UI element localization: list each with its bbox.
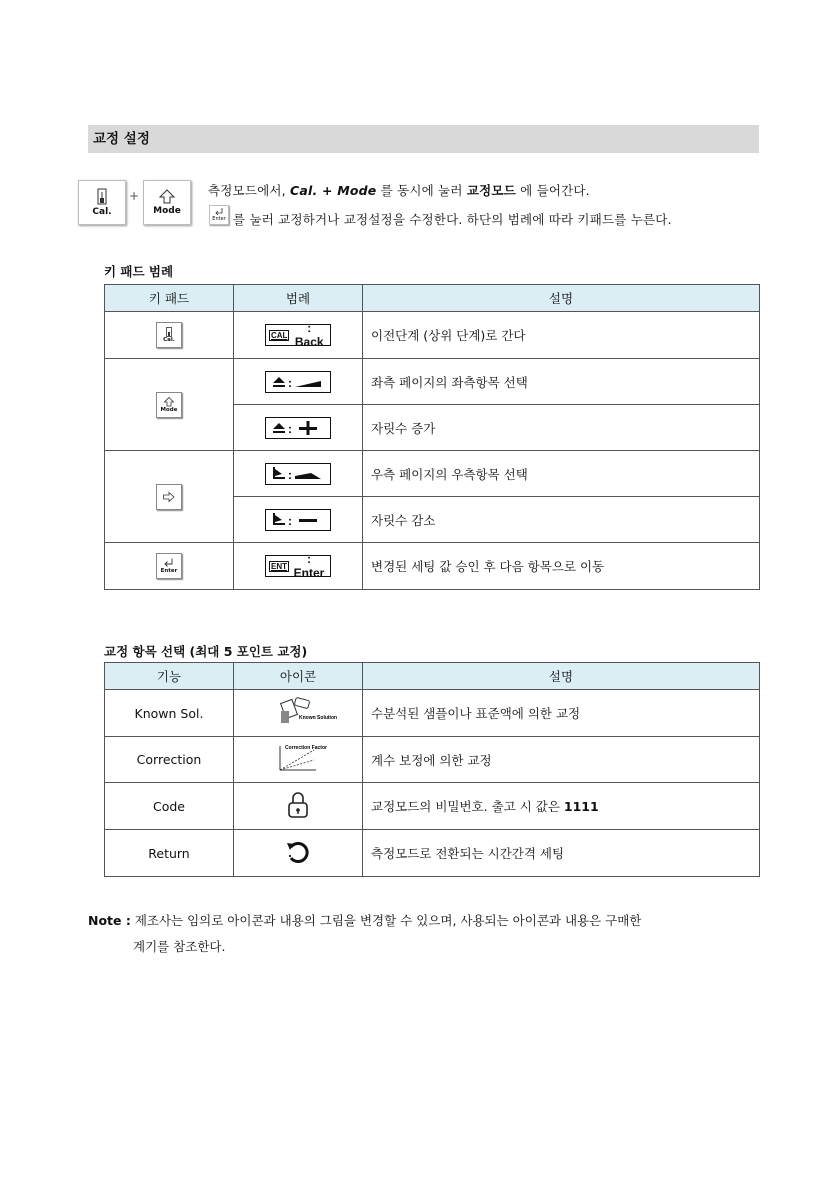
calib-table [104, 662, 760, 877]
table-row [105, 783, 760, 830]
calib-heading: 교정 항목 선택 (최대 5 포인트 교정) [104, 644, 308, 659]
note-line-1: Note : 제조사는 임의로 아이콘과 내용의 그림을 변경할 수 있으며, 사용되는 아이콘과 내용은 구매한 [88, 913, 642, 928]
legend-cal-tag: CAL [271, 330, 288, 340]
up-arrow-icon [159, 189, 175, 205]
enter-icon [163, 558, 175, 568]
cal-button[interactable] [78, 180, 126, 225]
row-desc: 변경된 세팅 값 승인 후 다음 항목으로 이동 [363, 543, 760, 590]
cal-key[interactable] [156, 322, 182, 348]
func-code: Code [105, 783, 234, 830]
header-desc: 설명 [363, 285, 760, 312]
legend-right-select [265, 463, 331, 485]
svg-text::: : [288, 467, 292, 482]
lock-icon [287, 791, 309, 819]
header-legend: 범례 [234, 285, 363, 312]
row-desc: 교정모드의 비밀번호. 출고 시 값은 1111 [363, 783, 760, 830]
up-arrow-icon [164, 397, 174, 407]
legend-ent-tag: ENT [271, 561, 287, 571]
header-function: 기능 [105, 663, 234, 690]
header-icon: 아이콘 [234, 663, 363, 690]
enter-button-small-label: Enter [212, 216, 226, 222]
row-desc: 계수 보정에 의한 교정 [363, 737, 760, 783]
plus-sign: + [129, 189, 140, 203]
row-desc: 우측 페이지의 우측항목 선택 [363, 451, 760, 497]
legend-back [265, 321, 331, 349]
right-arrow-icon [163, 492, 175, 502]
eject-left-icon [271, 375, 325, 389]
keypad-heading: 키 패드 범례 [104, 264, 174, 279]
mode-button[interactable] [143, 180, 191, 225]
header-desc: 설명 [363, 663, 760, 690]
row-desc: 좌측 페이지의 좌측항목 선택 [363, 359, 760, 405]
row-desc: 수분석된 샘플이나 표준액에 의한 교정 [363, 690, 760, 737]
legend-enter [265, 552, 331, 580]
enter-key-label: Enter [160, 568, 178, 574]
enter-key[interactable] [156, 553, 182, 579]
note-label: Note : [88, 913, 131, 928]
header-keypad: 키 패드 [105, 285, 234, 312]
table-row [105, 451, 760, 497]
enter-icon [214, 208, 224, 216]
row-desc: 자릿수 감소 [363, 497, 760, 543]
note-line-2: 계기를 참조한다. [133, 939, 226, 954]
table-row [105, 690, 760, 737]
func-return: Return [105, 830, 234, 877]
row-desc: 측정모드로 전환되는 시간간격 세팅 [363, 830, 760, 877]
cal-button-label: Cal. [92, 207, 112, 217]
legend-back-text: : Back [294, 321, 324, 349]
row-desc: 이전단계 (상위 단계)로 간다 [363, 312, 760, 359]
play-right-icon [271, 467, 325, 481]
legend-enter-text: : Enter [293, 552, 325, 580]
table-row [105, 737, 760, 783]
intro-line-1: 측정모드에서, Cal. + Mode 를 동시에 눌러 교정모드 에 들어간다. [208, 183, 590, 198]
svg-text::: : [288, 421, 292, 436]
beaker-icon [165, 327, 173, 337]
minus-icon [271, 513, 325, 527]
table-row [105, 312, 760, 359]
table-row [105, 543, 760, 590]
func-correction: Correction [105, 737, 234, 783]
table-header-row [105, 285, 760, 312]
mode-button-label: Mode [153, 206, 181, 216]
func-known-sol: Known Sol. [105, 690, 234, 737]
mode-key-label: Mode [160, 406, 178, 413]
enter-button-small[interactable] [209, 205, 229, 225]
legend-left-select [265, 371, 331, 393]
right-key[interactable] [156, 484, 182, 510]
correction-icon-text: Correction Factor [285, 745, 327, 751]
legend-increase [265, 417, 331, 439]
table-row [105, 830, 760, 877]
table-header-row [105, 663, 760, 690]
correction-factor-icon [276, 742, 327, 774]
return-icon [285, 839, 311, 865]
beaker-icon [95, 188, 109, 206]
intro-line-2: 를 눌러 교정하거나 교정설정을 수정한다. 하단의 범례에 따라 키패드를 누른다. [233, 212, 672, 227]
cal-key-label: Cal. [163, 337, 175, 343]
mode-key[interactable] [156, 392, 182, 418]
keypad-table [104, 284, 760, 590]
table-row [105, 359, 760, 405]
row-desc: 자릿수 증가 [363, 405, 760, 451]
known-icon-text: Known Solution [299, 714, 338, 721]
section-title: 교정 설정 [88, 125, 759, 153]
note [88, 908, 760, 960]
plus-icon [271, 421, 325, 435]
legend-decrease [265, 509, 331, 531]
known-solution-icon [277, 697, 338, 727]
svg-text::: : [288, 513, 292, 528]
svg-text::: : [288, 375, 292, 390]
